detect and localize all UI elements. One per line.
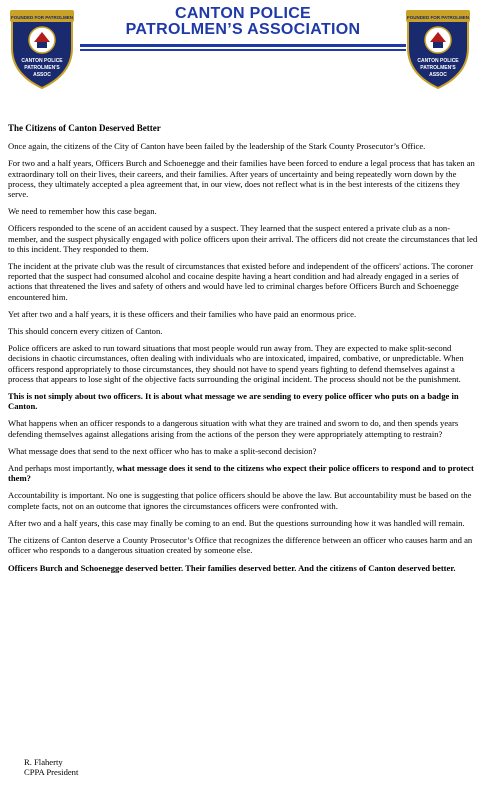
bold-text: what message does it send to the citizens who expect their police officers to respond and to protect them? [8, 463, 474, 484]
bold-text: Officers Burch and Schoenegge deserved better. Their families deserved better. And the citizens of Canton deserved better. [8, 562, 456, 573]
svg-text:FOUNDED FOR PATROLMEN: FOUNDED FOR PATROLMEN [10, 15, 74, 20]
header-rule [80, 44, 406, 47]
svg-text:CANTON POLICE: CANTON POLICE [21, 58, 63, 64]
letterhead [0, 0, 486, 100]
paragraph-bold [8, 391, 480, 411]
cppa-badge-logo-right [404, 4, 472, 90]
paragraph: The citizens of Canton deserve a County Prosecutor’s Office that recognizes the difference between an officer who causes harm and an officer who responds to a dangerous situation created by someone else. [8, 535, 473, 556]
letter-body [8, 123, 480, 580]
paragraph: After two and a half years, this case may finally be coming to an end. But the questions surrounding how it was handled will remain. [8, 517, 465, 528]
signature-name: R. Flaherty [24, 757, 63, 767]
text-run: And perhaps most importantly, [8, 463, 117, 474]
svg-text:PATROLMEN'S: PATROLMEN'S [420, 65, 456, 71]
svg-text:ASSOC: ASSOC [429, 72, 447, 78]
paragraph: For two and a half years, Officers Burch and Schoenegge and their families have been forced to endure a legal process that has taken an extraordinary toll on their lives, their careers, and their families. After years of uncertainty and being repeatedly worn down by the process, they ultimately accepted a plea agreement that, in our view, does not reflect what is in the best interests of the citizens they serve. [8, 158, 475, 200]
paragraph: Once again, the citizens of the City of Canton have been failed by the leadership of the Stark County Prosecutor’s Office. [8, 141, 426, 152]
title-line-1: CANTON POLICE [174, 5, 312, 22]
paragraph: Yet after two and a half years, it is these officers and their families who have paid an enormous price. [8, 308, 357, 319]
signature-role: CPPA President [24, 767, 79, 778]
paragraph: What message does that send to the next officer who has to make a split-second decision? [8, 445, 317, 456]
paragraph: Officers responded to the scene of an accident caused by a suspect. They learned that the suspect entered a private club as a non-member, and the suspect physically engaged with police officers upon their arrival. The officers did not create the circumstances that led to this incident. They responded to them. [8, 223, 478, 254]
svg-text:PATROLMEN'S: PATROLMEN'S [24, 65, 60, 71]
paragraph: Accountability is important. No one is suggesting that police officers should be above the law. But accountability must be based on the complete facts, not on an outcome that ignores the circumstances officers were confronted with. [8, 490, 472, 511]
letter-title: The Citizens of Canton Deserved Better [8, 123, 161, 133]
title-line-2: PATROLMEN’S ASSOCIATION [125, 21, 361, 38]
header-rule-thin [80, 49, 406, 51]
organization-title [80, 6, 406, 38]
paragraph-bold [8, 563, 480, 573]
svg-text:ASSOC: ASSOC [33, 72, 51, 78]
paragraph-mixed [8, 463, 480, 483]
svg-text:FOUNDED FOR PATROLMEN: FOUNDED FOR PATROLMEN [406, 15, 470, 20]
paragraph: The incident at the private club was the result of circumstances that existed before and independent of the officers' actions. The coroner reported that the suspect had consumed alcohol and cocaine despite having a heart condition and had already engaged in a series of actions that threatened the lives and safety of others and would have led to criminal charges before Officers Burch and Schoenegge encountered him. [8, 261, 474, 302]
bold-text: This is not simply about two officers. It is about what message we are sending to every police officer who puts on a badge in Canton. [8, 391, 459, 412]
svg-text:CANTON POLICE: CANTON POLICE [417, 58, 459, 64]
paragraph: We need to remember how this case began. [8, 206, 157, 217]
signature-block [24, 757, 78, 778]
paragraph: This should concern every citizen of Canton. [8, 326, 163, 337]
paragraph: Police officers are asked to run toward situations that most people would run away from. They are expected to make split-second decisions in chaotic circumstances, often dealing with individuals who are intoxicated, impaired, combative, or unpredictable. When officers respond appropriately to those circumstances, they should not have to spend years fighting to defend themselves against a process that appears to lose sight of the objective facts surrounding the original incident. The process should not be the punishment. [8, 343, 464, 384]
cppa-badge-logo-left [8, 4, 76, 90]
paragraph: What happens when an officer responds to a dangerous situation with what they are trained and sworn to do, and then spends years defending themselves against allegations arising from the actions of the person they were appropriately attempting to restrain? [8, 418, 459, 439]
